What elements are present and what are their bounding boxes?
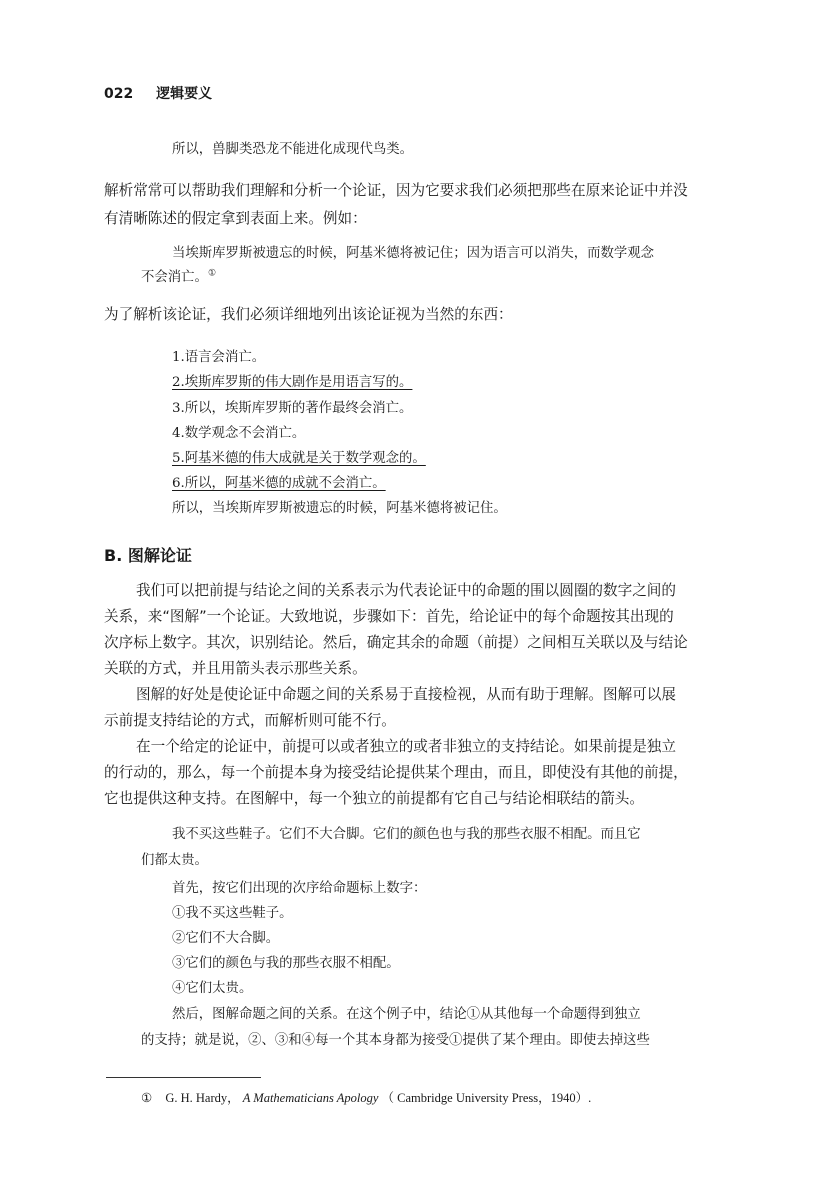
top-quote: 所以，兽脚类恐龙不能进化成现代鸟类。 <box>172 142 414 157</box>
example2-line-4: ①我不买这些鞋子。 <box>172 906 293 921</box>
footnote-reference: ① <box>207 268 217 279</box>
list-item-5: 5.阿基米德的伟大成就是关于数学观念的。 <box>172 451 426 466</box>
para3-line-4: 关联的方式，并且用箭头表示那些关系。 <box>104 660 367 677</box>
footnote-mark: ① <box>141 1091 153 1105</box>
footnote-author: G. H. Hardy， <box>165 1091 240 1105</box>
list-item-6: 6.所以，阿基米德的成就不会消亡。 <box>172 476 386 491</box>
section-heading: B. 图解论证 <box>104 546 192 565</box>
list-item-3: 3.所以，埃斯库罗斯的著作最终会消亡。 <box>172 401 413 416</box>
footnote-publisher: （ Cambridge University Press，1940）. <box>381 1091 592 1105</box>
example2-line-5: ②它们不大合脚。 <box>172 931 280 946</box>
para2: 为了解析该论证，我们必须详细地列出该论证视为当然的东西： <box>104 306 513 323</box>
example2-line-8: 然后，图解命题之间的关系。在这个例子中，结论①从其他每一个命题得到独立 <box>172 1007 641 1022</box>
para5-line-1: 在一个给定的论证中，前提可以或者独立的或者非独立的支持结论。如果前提是独立 <box>136 738 676 755</box>
example-quote-line-2 <box>141 266 216 285</box>
running-header <box>104 83 212 103</box>
footnote-rule <box>106 1077 261 1078</box>
book-title: 逻辑要义 <box>156 86 213 102</box>
example2-line-1: 我不买这些鞋子。它们不大合脚。它们的颜色也与我的那些衣服不相配。而且它 <box>172 827 641 842</box>
para5-line-2: 的行动的，那么，每一个前提本身为接受结论提供某个理由，而且，即使没有其他的前提， <box>104 764 688 781</box>
list-item-1: 1.语言会消亡。 <box>172 350 266 365</box>
page-number: 022 <box>104 86 134 102</box>
example2-line-7: ④它们太贵。 <box>172 981 253 996</box>
para4-line-1: 图解的好处是使论证中命题之间的关系易于直接检视，从而有助于理解。图解可以展 <box>136 686 676 703</box>
para4-line-2: 示前提支持结论的方式，而解析则可能不行。 <box>104 712 396 729</box>
list-item-4: 4.数学观念不会消亡。 <box>172 426 306 441</box>
para1-line-1: 解析常常可以帮助我们理解和分析一个论证，因为它要求我们必须把那些在原来论证中并没 <box>104 182 688 199</box>
example2-line-2: 们都太贵。 <box>141 853 208 868</box>
example2-line-9: 的支持；就是说，②、③和④每一个其本身都为接受①提供了某个理由。即使去掉这些 <box>141 1033 650 1048</box>
footnote-title: A Mathematicians Apology <box>242 1091 379 1105</box>
para5-line-3: 它也提供这种支持。在图解中，每一个独立的前提都有它自己与结论相联结的箭头。 <box>104 790 644 807</box>
footnote <box>141 1088 591 1106</box>
example-quote-line-1: 当埃斯库罗斯被遗忘的时候，阿基米德将被记住；因为语言可以消失，而数学观念 <box>172 246 655 261</box>
example2-line-3: 首先，按它们出现的次序给命题标上数字： <box>172 881 427 896</box>
para3-line-2: 关系，来“图解”一个论证。大致地说，步骤如下：首先，给论证中的每个命题按其出现的 <box>104 608 674 625</box>
para1-line-2: 有清晰陈述的假定拿到表面上来。例如： <box>104 210 367 227</box>
para3-line-3: 次序标上数字。其次，识别结论。然后，确定其余的命题（前提）之间相互关联以及与结论 <box>104 634 688 651</box>
example-quote-text: 不会消亡。 <box>141 270 208 285</box>
example2-line-6: ③它们的颜色与我的那些衣服不相配。 <box>172 956 400 971</box>
list-conclusion: 所以，当埃斯库罗斯被遗忘的时候，阿基米德将被记住。 <box>172 501 507 516</box>
list-item-2: 2.埃斯库罗斯的伟大剧作是用语言写的。 <box>172 375 413 390</box>
para3-line-1: 我们可以把前提与结论之间的关系表示为代表论证中的命题的围以圆圈的数字之间的 <box>136 582 676 599</box>
